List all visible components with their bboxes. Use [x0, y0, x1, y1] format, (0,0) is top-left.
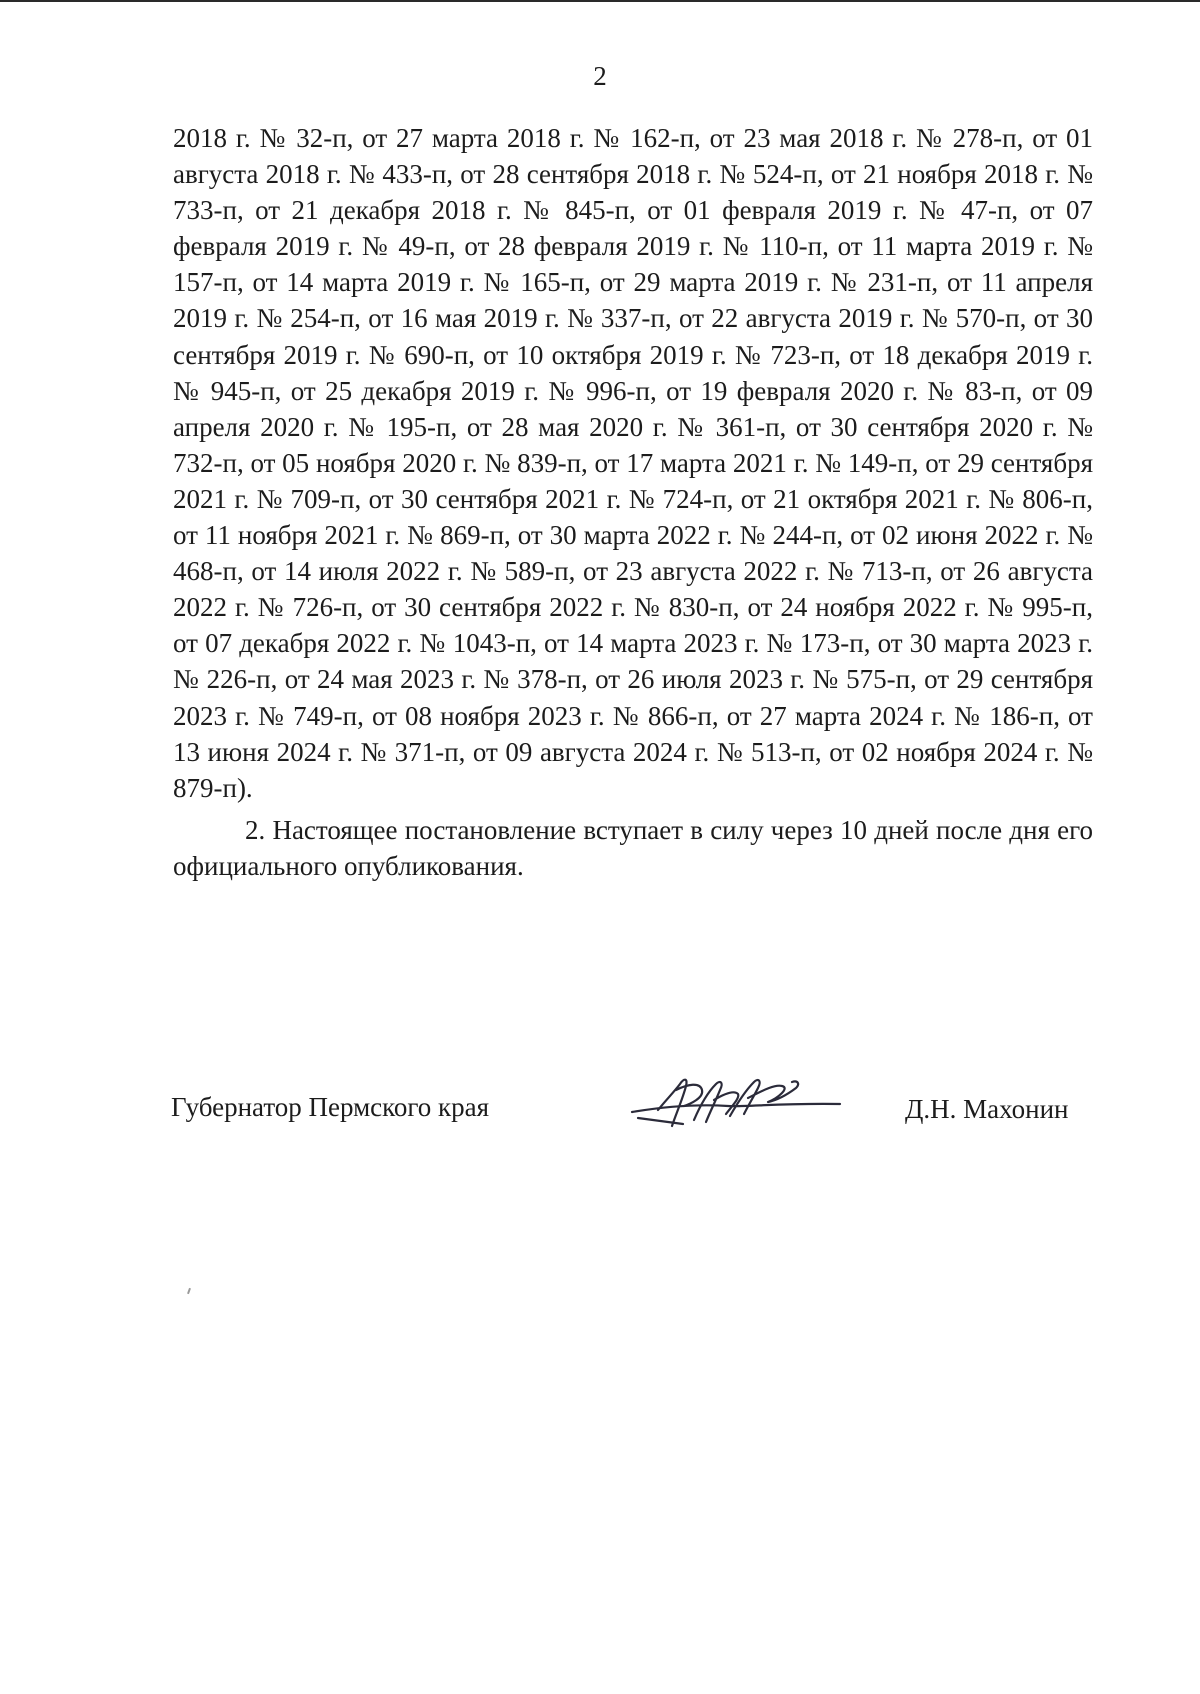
signer-position: Губернатор Пермского края	[171, 1092, 490, 1122]
scan-speck	[187, 1288, 191, 1294]
paragraph-entry-into-force: 2. Настоящее постановление вступает в силу через 10 дней после дня его официального опубликования.	[173, 814, 1093, 881]
handwritten-signature	[628, 1070, 843, 1132]
signer-name: Д.Н. Махонин	[905, 1094, 1069, 1124]
page-number: 2	[593, 61, 607, 91]
paragraph-amendments-list: 2018 г. № 32-п, от 27 марта 2018 г. № 162-п, от 23 мая 2018 г. № 278-п, от 01 августа 2018 г. № 433-п, от 28 сентября 2018 г. № 524-п, от 21 ноября 2018 г. № 733-п, от 21 декабря 2018 г. № 845-п, от 01 февраля 2019 г. № 47-п, от 07 февраля 2019 г. № 49-п, от 28 февраля 2019 г. № 110-п, от 11 марта 2019 г. № 157-п, от 14 марта 2019 г. № 165-п, от 29 марта 2019 г. № 231-п, от 11 апреля 2019 г. № 254-п, от 16 мая 2019 г. № 337-п, от 22 августа 2019 г. № 570-п, от 30 сентября 2019 г. № 690-п, от 10 октября 2019 г. № 723-п, от 18 декабря 2019 г. № 945-п, от 25 декабря 2019 г. № 996-п, от 19 февраля 2020 г. № 83-п, от 09 апреля 2020 г. № 195-п, от 28 мая 2020 г. № 361-п, от 30 сентября 2020 г. № 732-п, от 05 ноября 2020 г. № 839-п, от 17 марта 2021 г. № 149-п, от 29 сентября 2021 г. № 709-п, от 30 сентября 2021 г. № 724-п, от 21 октября 2021 г. № 806-п, от 11 ноября 2021 г. № 869-п, от 30 марта 2022 г. № 244-п, от 02 июня 2022 г. № 468-п, от 14 июля 2022 г. № 589-п, от 23 августа 2022 г. № 713-п, от 26 августа 2022 г. № 726-п, от 30 сентября 2022 г. № 830-п, от 24 ноября 2022 г. № 995-п, от 07 декабря 2022 г. № 1043-п, от 14 марта 2023 г. № 173-п, от 30 марта 2023 г. № 226-п, от 24 мая 2023 г. № 378-п, от 26 июля 2023 г. № 575-п, от 29 сентября 2023 г. № 749-п, от 08 ноября 2023 г. № 866-п, от 27 марта 2024 г. № 186-п, от 13 июня 2024 г. № 371-п, от 09 августа 2024 г. № 513-п, от 02 ноября 2024 г. № 879-п).	[173, 123, 1093, 803]
scan-top-edge	[0, 0, 1200, 2]
document-body	[173, 120, 1093, 884]
signature-block	[0, 1070, 1200, 1150]
